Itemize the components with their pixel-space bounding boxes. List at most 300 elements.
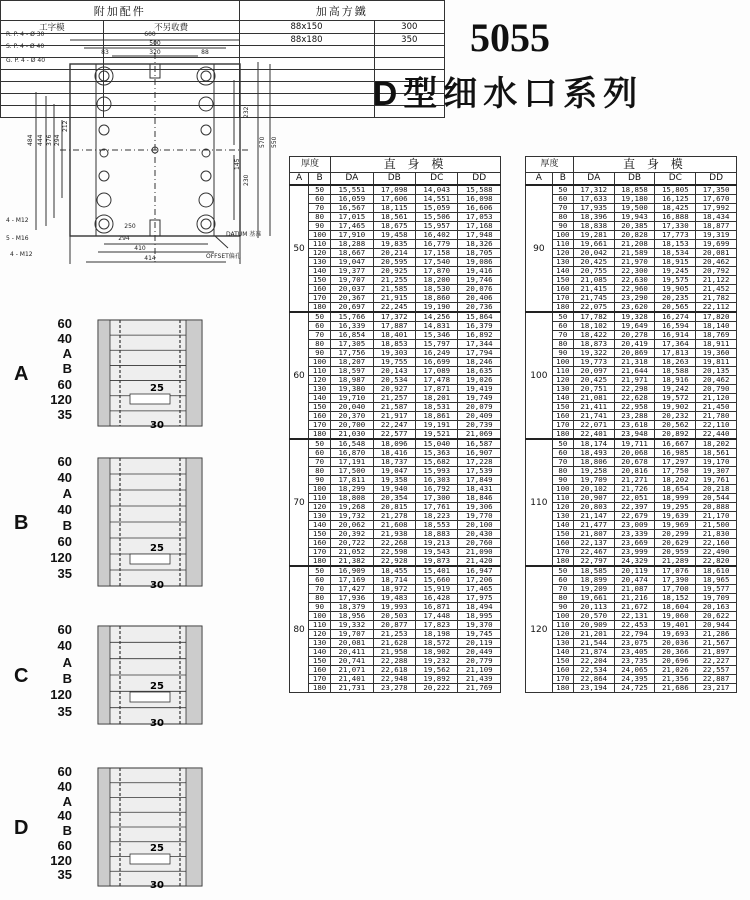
value-cell: 20,135 [696,367,737,376]
section-dim-label: 120 [50,391,72,407]
value-cell: 20,570 [573,612,614,621]
value-cell: 21,081 [573,394,614,403]
value-cell: 16,699 [416,358,458,367]
value-cell: 21,741 [573,412,614,421]
col-dc-header: DC [416,173,458,186]
value-cell: 21,030 [331,430,373,440]
value-cell: 18,198 [416,630,458,639]
value-cell: 20,779 [458,657,501,666]
value-cell: 22,227 [696,657,737,666]
series-number: 5055 [470,15,550,60]
value-cell: 22,948 [373,675,415,684]
value-cell: 18,808 [331,494,373,503]
value-cell: 20,959 [655,548,696,557]
value-cell: 19,026 [458,376,501,385]
value-cell: 20,235 [655,294,696,303]
value-cell: 21,938 [373,530,415,539]
value-cell: 17,500 [331,467,373,476]
section-letter-a: A [14,363,29,385]
section-dim-label: A [62,793,72,809]
value-cell: 18,873 [573,340,614,349]
thickness-b-cell: 110 [309,240,331,249]
value-cell: 17,540 [416,258,458,267]
thickness-a-cell: 80 [290,566,309,693]
section-dim-label: 40 [57,778,72,794]
value-cell: 18,585 [573,566,614,576]
dim-145: 145 [234,158,241,170]
value-cell: 22,797 [573,557,614,567]
value-cell: 17,053 [458,213,501,222]
thickness-b-cell: 90 [309,603,331,612]
value-cell: 22,557 [696,666,737,675]
value-cell: 23,217 [696,684,737,693]
value-cell: 20,040 [331,403,373,412]
value-cell: 20,760 [458,539,501,548]
section-dim-label: 60 [57,316,72,331]
value-cell: 24,329 [614,557,655,567]
thickness-a-cell: 100 [526,312,553,439]
value-cell: 18,635 [458,367,501,376]
value-cell: 21,807 [573,530,614,539]
value-cell: 16,428 [416,594,458,603]
value-cell: 18,140 [696,322,737,331]
datum-label: DATUM 基准 [226,231,262,238]
value-cell: 19,873 [416,557,458,567]
value-cell: 17,794 [458,349,501,358]
value-cell: 18,425 [655,204,696,213]
value-cell: 22,268 [373,539,415,548]
thickness-b-cell: 140 [552,648,573,657]
value-cell: 19,709 [573,476,614,485]
value-cell: 17,871 [416,385,458,394]
thickness-b-cell: 60 [309,195,331,204]
dim-232: 232 [243,106,250,118]
thickness-b-cell: 50 [552,185,573,195]
table-row [526,303,737,313]
value-cell: 20,722 [331,539,373,548]
value-cell: 18,152 [655,594,696,603]
value-cell: 18,972 [373,585,415,594]
thickness-b-cell: 120 [552,503,573,512]
dim-294: 294 [54,134,61,146]
thickness-b-cell: 70 [552,331,573,340]
thickness-b-cell: 150 [552,530,573,539]
thickness-b-cell: 50 [552,312,573,322]
value-cell: 15,993 [416,467,458,476]
thickness-b-cell: 60 [552,322,573,331]
value-cell: 20,869 [614,349,655,358]
value-cell: 22,288 [373,657,415,666]
section-dim-label: 40 [57,331,72,347]
col-db-header: DB [614,173,655,186]
value-cell: 21,071 [331,666,373,675]
value-cell: 21,216 [614,594,655,603]
value-cell: 17,756 [331,349,373,358]
value-cell: 18,853 [373,340,415,349]
value-cell: 22,820 [696,557,737,567]
value-cell: 20,828 [614,231,655,240]
value-cell: 19,639 [655,512,696,521]
section-dim-label: 35 [57,566,72,581]
value-cell: 20,370 [331,412,373,421]
value-cell: 22,630 [614,276,655,285]
value-cell: 21,356 [655,675,696,684]
value-cell: 21,289 [655,557,696,567]
inner-dim-25: 25 [150,543,164,554]
value-cell: 16,587 [458,439,501,449]
value-cell: 20,678 [614,458,655,467]
value-cell: 21,897 [696,648,737,657]
value-cell: 16,909 [331,566,373,576]
thickness-b-cell: 110 [309,494,331,503]
value-cell: 14,831 [416,322,458,331]
value-cell: 20,927 [373,385,415,394]
thickness-b-cell: 180 [552,557,573,567]
value-cell: 20,892 [655,430,696,440]
thickness-b-cell: 60 [552,449,573,458]
value-cell: 18,246 [458,358,501,367]
value-cell: 22,928 [373,557,415,567]
value-cell: 23,618 [614,421,655,430]
value-cell: 20,062 [331,521,373,530]
value-cell: 21,970 [614,258,655,267]
value-cell: 15,660 [416,576,458,585]
value-cell: 19,943 [614,213,655,222]
section-dim-label: B [62,671,72,686]
value-cell: 20,562 [655,421,696,430]
value-cell: 18,553 [416,521,458,530]
value-cell: 19,360 [696,349,737,358]
value-cell: 23,194 [573,684,614,693]
value-cell: 18,207 [331,358,373,367]
value-cell: 18,201 [416,394,458,403]
value-cell: 15,766 [331,312,373,322]
value-cell: 19,190 [416,303,458,313]
thickness-b-cell: 110 [552,240,573,249]
thickness-b-cell: 50 [309,566,331,576]
thickness-b-cell: 150 [309,276,331,285]
value-cell: 23,735 [614,657,655,666]
value-cell: 17,773 [655,231,696,240]
value-cell: 17,390 [655,576,696,585]
value-cell: 18,675 [373,222,415,231]
value-cell: 21,830 [696,530,737,539]
value-cell: 19,306 [458,503,501,512]
value-cell: 18,263 [655,358,696,367]
value-cell: 19,707 [331,276,373,285]
value-cell: 20,697 [331,303,373,313]
value-cell: 19,745 [458,630,501,639]
value-cell: 19,380 [331,385,373,394]
thickness-b-cell: 80 [309,594,331,603]
value-cell: 20,119 [614,566,655,576]
value-cell: 20,790 [696,385,737,394]
value-cell: 19,572 [655,394,696,403]
value-cell: 22,071 [573,421,614,430]
value-cell: 19,295 [655,503,696,512]
thickness-b-cell: 120 [309,630,331,639]
value-cell: 17,849 [458,476,501,485]
section-dim-label: 60 [57,837,72,853]
thickness-b-cell: 60 [309,322,331,331]
value-cell: 20,462 [696,258,737,267]
value-cell: 20,411 [331,648,373,657]
value-cell: 19,699 [696,240,737,249]
dim-570: 570 [259,136,266,148]
value-cell: 19,268 [331,503,373,512]
value-cell: 18,202 [655,476,696,485]
value-cell: 17,169 [331,576,373,585]
body-header: 直 身 模 [331,157,501,173]
value-cell: 20,409 [458,412,501,421]
value-cell: 18,610 [696,566,737,576]
value-cell: 19,458 [373,231,415,240]
value-cell: 16,871 [416,603,458,612]
value-cell: 20,503 [373,612,415,621]
value-cell: 23,405 [614,648,655,657]
value-cell: 15,797 [416,340,458,349]
value-cell: 19,761 [696,476,737,485]
dimension-table-left [289,156,501,693]
thickness-b-cell: 140 [309,267,331,276]
value-cell: 16,667 [655,439,696,449]
value-cell: 17,948 [458,231,501,240]
value-cell: 20,068 [614,449,655,458]
section-dim-label: 120 [50,852,72,868]
table-cell: 不另收費 [103,21,239,34]
value-cell: 21,026 [655,666,696,675]
dim-600: 600 [144,31,156,38]
value-cell: 19,328 [614,312,655,322]
thickness-b-cell: 90 [309,349,331,358]
value-cell: 18,379 [331,603,373,612]
value-cell: 18,401 [373,331,415,340]
thickness-b-cell: 90 [309,476,331,485]
value-cell: 19,416 [458,267,501,276]
value-cell: 17,465 [331,222,373,231]
accessories-header: 附加配件 [1,1,240,21]
inner-dim-25: 25 [150,681,164,692]
value-cell: 19,707 [331,630,373,639]
thickness-b-cell: 130 [552,385,573,394]
value-cell: 20,888 [696,503,737,512]
section-dim-label: 40 [57,470,72,485]
value-cell: 19,377 [331,267,373,276]
dim-444: 444 [37,134,44,146]
table-cell: 88x180 [239,34,374,46]
value-cell: 21,271 [614,476,655,485]
value-cell: 20,222 [416,684,458,693]
col-a-header: A [526,173,553,186]
thickness-b-cell: 130 [309,639,331,648]
value-cell: 18,431 [458,485,501,494]
value-cell: 20,751 [573,385,614,394]
value-cell: 22,794 [614,630,655,639]
value-cell: 21,253 [373,630,415,639]
thickness-a-cell: 60 [290,312,309,439]
value-cell: 17,305 [331,340,373,349]
value-cell: 16,779 [416,240,458,249]
thickness-b-cell: 70 [552,458,573,467]
value-cell: 19,993 [373,603,415,612]
value-cell: 22,958 [614,403,655,412]
thickness-b-cell: 180 [552,303,573,313]
value-cell: 16,548 [331,439,373,449]
value-cell: 18,604 [655,603,696,612]
value-cell: 20,815 [373,503,415,512]
value-cell: 21,585 [373,285,415,294]
thickness-b-cell: 150 [309,530,331,539]
thickness-b-cell: 90 [552,476,573,485]
dim-550: 550 [271,136,278,148]
value-cell: 17,206 [458,576,501,585]
plan-view-drawing [0,20,290,280]
col-da-header: DA [331,173,373,186]
value-cell: 20,449 [458,648,501,657]
section-dim-label: 40 [57,808,72,824]
value-cell: 19,693 [655,630,696,639]
value-cell: 16,249 [416,349,458,358]
value-cell: 17,670 [696,195,737,204]
series-title: D型细水口系列 [372,75,644,113]
value-cell: 21,122 [696,276,737,285]
thickness-b-cell: 90 [552,603,573,612]
value-cell: 21,915 [373,294,415,303]
col-b-header: B [309,173,331,186]
table-cell: 88x150 [239,21,374,34]
value-cell: 21,450 [696,403,737,412]
thickness-b-cell: 50 [552,566,573,576]
value-cell: 20,218 [696,485,737,494]
value-cell: 18,153 [655,240,696,249]
value-cell: 21,439 [458,675,501,684]
thickness-a-cell: 90 [526,185,553,312]
value-cell: 19,307 [696,467,737,476]
section-dim-label: 40 [57,502,72,517]
value-cell: 17,344 [458,340,501,349]
section-dim-label: B [62,823,72,838]
value-cell: 16,914 [655,331,696,340]
value-cell: 15,363 [416,449,458,458]
thickness-b-cell: 120 [552,630,573,639]
value-cell: 21,120 [696,394,737,403]
value-cell: 20,232 [655,412,696,421]
value-cell: 19,940 [373,485,415,494]
value-cell: 20,366 [655,648,696,657]
value-cell: 17,098 [373,185,415,195]
value-cell: 15,682 [416,458,458,467]
value-cell: 21,780 [696,412,737,421]
value-cell: 20,595 [373,258,415,267]
value-cell: 16,402 [416,231,458,240]
value-cell: 21,917 [373,412,415,421]
section-dim-label: A [62,346,72,362]
dim-83: 83 [101,49,109,56]
thickness-a-cell: 70 [290,439,309,566]
value-cell: 18,434 [696,213,737,222]
thickness-b-cell: 50 [309,185,331,195]
value-cell: 19,170 [696,458,737,467]
value-cell: 18,667 [331,249,373,258]
section-dim-label: 40 [57,638,72,654]
thickness-b-cell: 140 [552,521,573,530]
value-cell: 21,208 [614,240,655,249]
table-cell: 350 [374,34,444,46]
thickness-b-cell: 160 [309,285,331,294]
value-cell: 20,462 [696,376,737,385]
dim-500: 500 [149,40,161,47]
value-cell: 16,792 [416,485,458,494]
value-cell: 17,813 [655,349,696,358]
value-cell: 14,256 [416,312,458,322]
value-cell: 17,782 [573,312,614,322]
value-cell: 21,052 [331,548,373,557]
value-cell: 16,947 [458,566,501,576]
value-cell: 19,773 [573,358,614,367]
value-cell: 17,975 [458,594,501,603]
value-cell: 18,877 [696,222,737,231]
value-cell: 19,649 [614,322,655,331]
value-cell: 19,732 [331,512,373,521]
thickness-a-cell: 110 [526,439,553,566]
value-cell: 20,474 [614,576,655,585]
value-cell: 16,274 [655,312,696,322]
value-cell: 16,985 [655,449,696,458]
value-cell: 17,887 [373,322,415,331]
thickness-b-cell: 50 [552,439,573,449]
value-cell: 24,395 [614,675,655,684]
thickness-b-cell: 130 [309,385,331,394]
value-cell: 17,330 [655,222,696,231]
thickness-b-cell: 180 [309,684,331,693]
value-cell: 19,575 [655,276,696,285]
thickness-b-cell: 150 [309,403,331,412]
thickness-b-cell: 130 [552,512,573,521]
value-cell: 19,191 [416,421,458,430]
m12-label-bottom: 4 - M12 [10,251,33,258]
value-cell: 22,887 [696,675,737,684]
value-cell: 19,711 [614,439,655,449]
value-cell: 20,076 [458,285,501,294]
section-dim-label: 60 [57,534,72,549]
value-cell: 22,137 [573,539,614,548]
value-cell: 20,278 [614,331,655,340]
value-cell: 17,300 [416,494,458,503]
value-cell: 15,588 [458,185,501,195]
value-cell: 22,247 [373,421,415,430]
value-cell: 18,899 [573,576,614,585]
value-cell: 20,385 [614,222,655,231]
thickness-b-cell: 110 [552,621,573,630]
riser-header: 加高方鐵 [239,1,444,21]
value-cell: 18,561 [373,213,415,222]
value-cell: 23,278 [373,684,415,693]
thickness-b-cell: 170 [309,548,331,557]
value-cell: 22,490 [696,548,737,557]
m12-label-top: 4 - M12 [6,217,29,224]
value-cell: 23,620 [614,303,655,313]
value-cell: 21,672 [614,603,655,612]
thickness-b-cell: 90 [552,222,573,231]
value-cell: 20,143 [373,367,415,376]
value-cell: 19,303 [373,349,415,358]
section-drawing [80,318,210,434]
thickness-b-cell: 70 [552,204,573,213]
value-cell: 16,907 [458,449,501,458]
value-cell: 19,060 [655,612,696,621]
value-cell: 15,551 [331,185,373,195]
section-dim-label: 60 [57,764,72,779]
